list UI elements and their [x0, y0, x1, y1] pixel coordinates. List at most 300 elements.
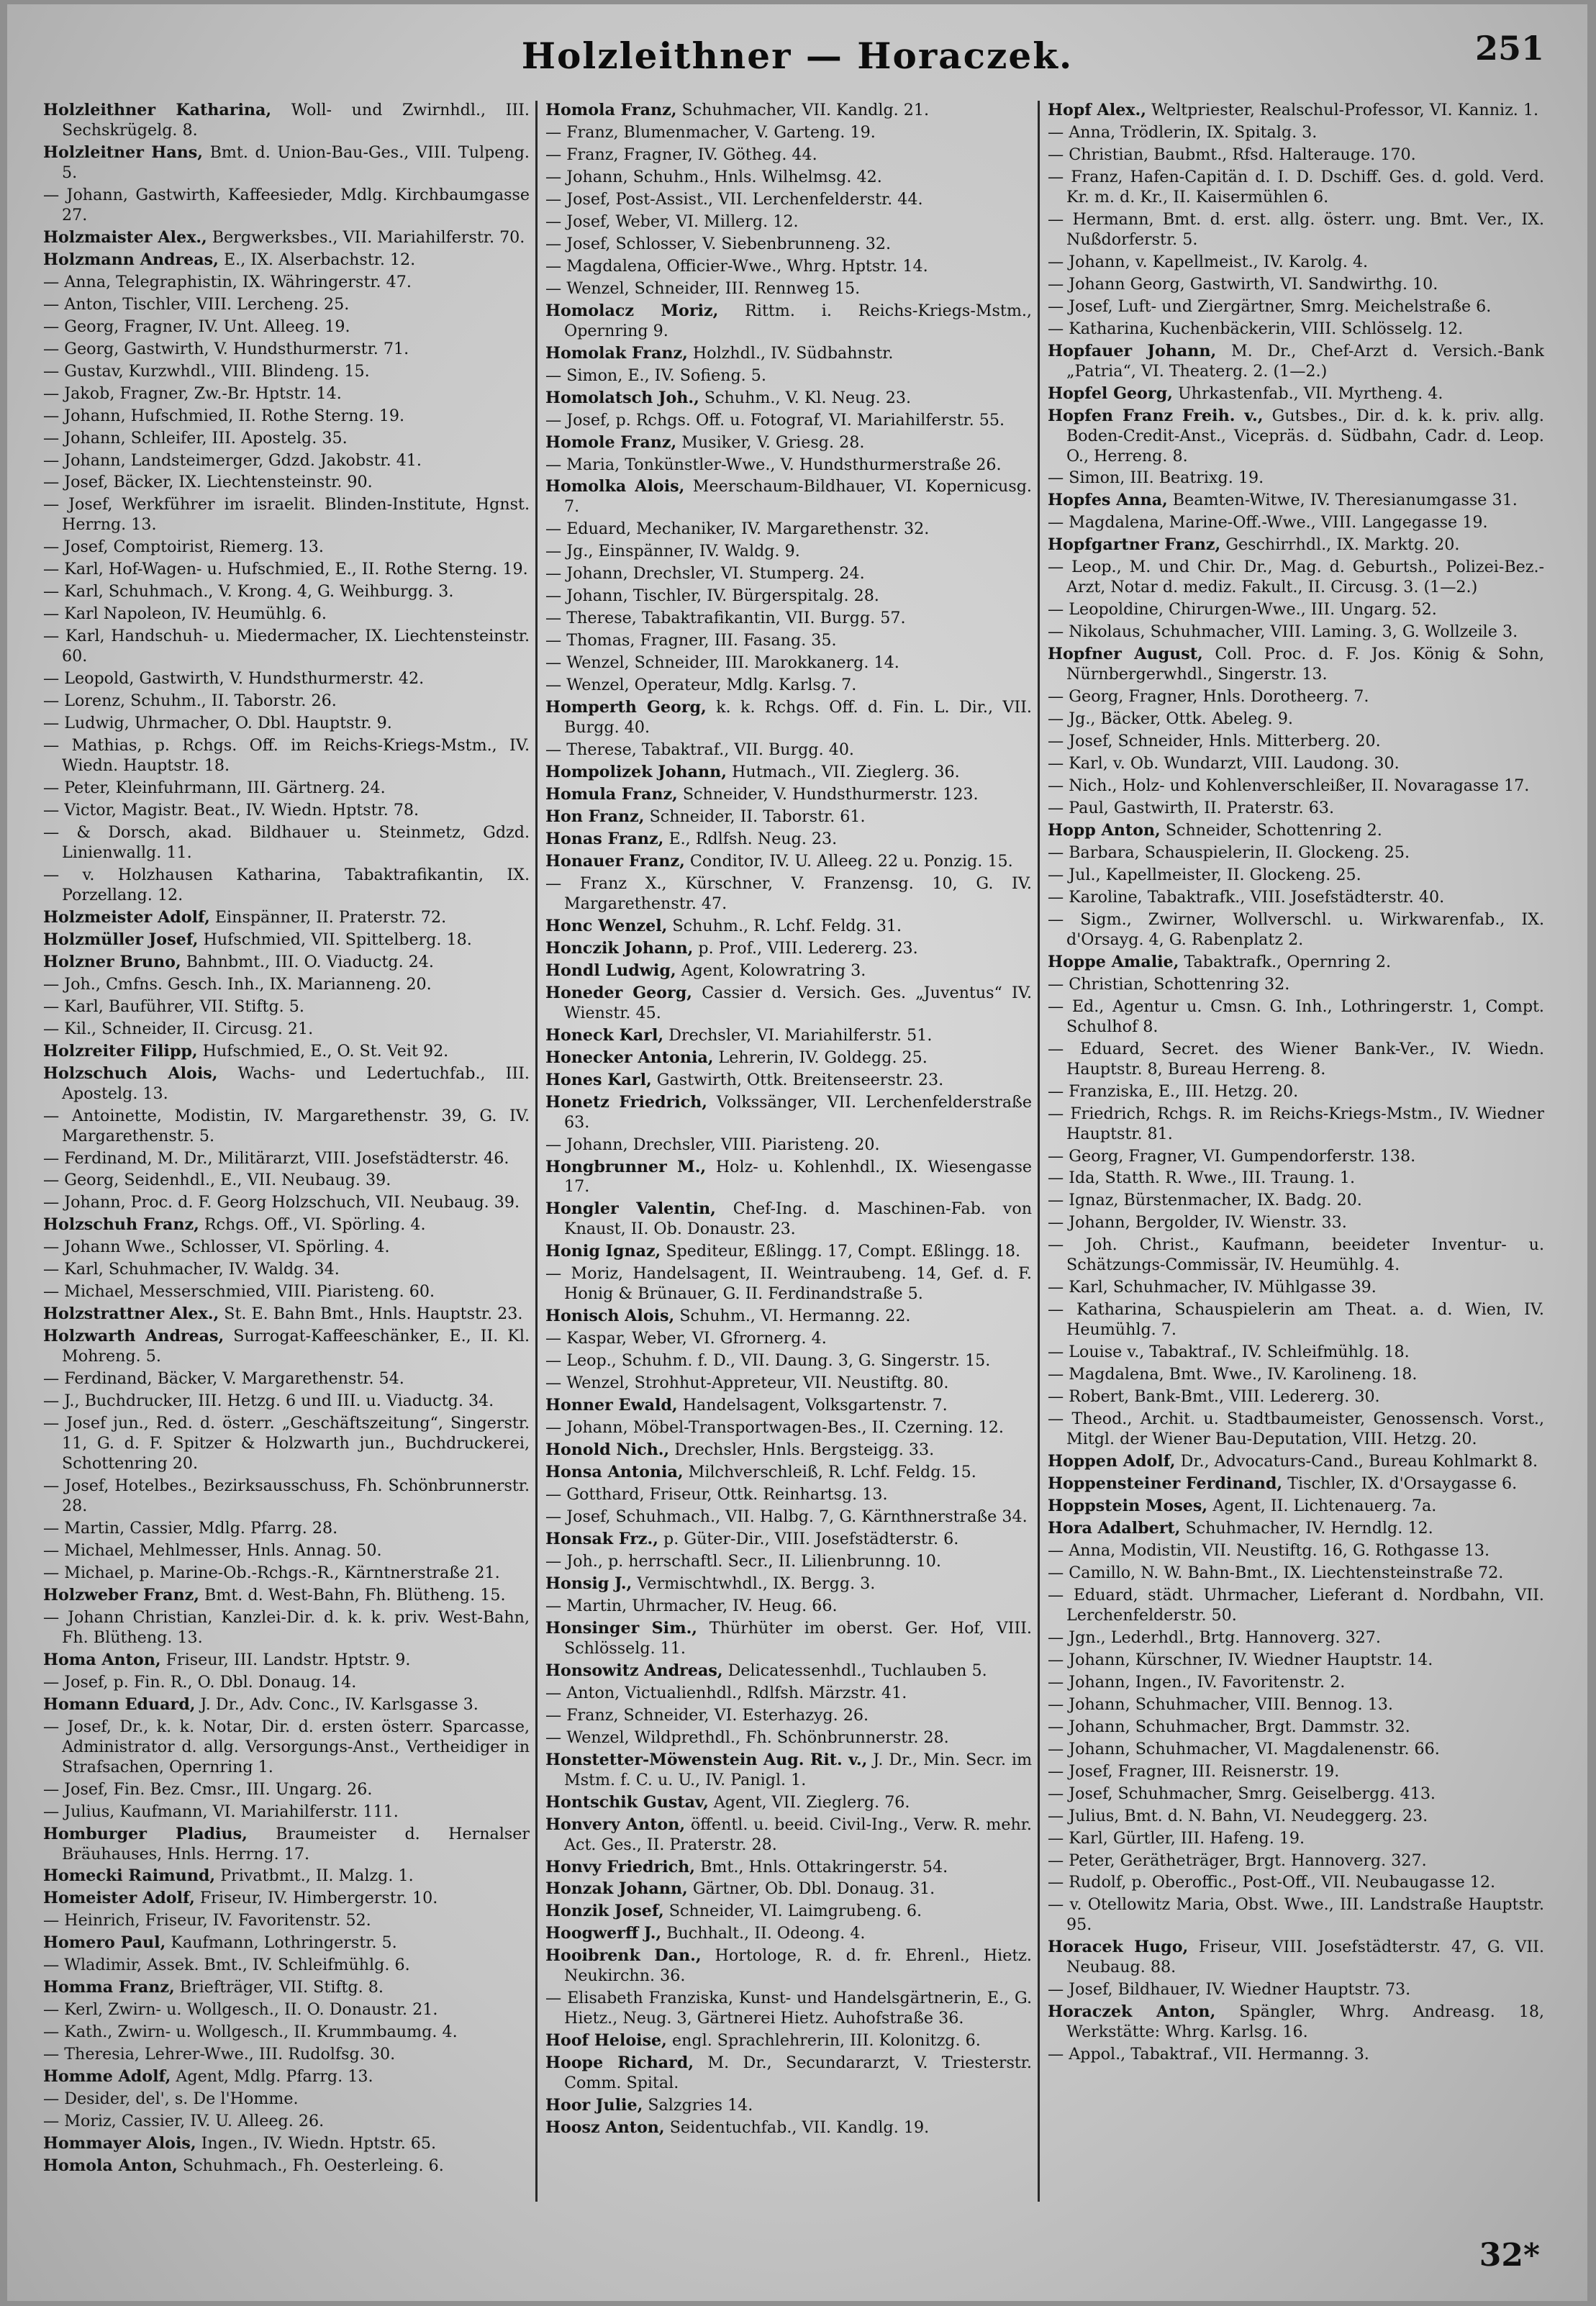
entry-surname: Hopfner August, — [1048, 645, 1203, 664]
directory-entry — [545, 763, 1032, 783]
entry-detail: — v. Holzhausen Katharina, Tabaktrafikantin, IX. Porzellang. 12. — [43, 865, 530, 904]
directory-entry — [43, 1825, 530, 1865]
directory-entry — [1048, 1740, 1544, 1760]
entry-surname: Hora Adalbert, — [1048, 1518, 1181, 1538]
entry-detail: Hutmach., VII. Zieglerg. 36. — [732, 763, 960, 782]
directory-entry — [43, 2112, 530, 2132]
directory-entry — [1048, 1873, 1544, 1893]
directory-entry — [43, 2156, 530, 2176]
entry-detail: — Josef, Hotelbes., Bezirksausschuss, Fh. Schönbrunnerstr. 28. — [43, 1476, 530, 1515]
entry-detail: Agent, VII. Zieglerg. 76. — [713, 1792, 910, 1812]
entry-detail: Holz- u. Kohlenhdl., IX. Wiesengasse 17. — [564, 1157, 1032, 1197]
entry-detail: — Johann, Gastwirth, Kaffeesieder, Mdlg. Kirchbaumgasse 27. — [43, 185, 530, 224]
directory-entry — [545, 1858, 1032, 1878]
entry-detail: — Katharina, Schauspielerin am Theat. a. d. Wien, IV. Heumühlg. 7. — [1048, 1300, 1544, 1340]
directory-entry — [1048, 1082, 1544, 1102]
directory-entry — [43, 1673, 530, 1693]
entry-detail: — Franz X., Kürschner, V. Franzensg. 10, G. IV. Margarethenstr. 47. — [545, 873, 1032, 913]
directory-entry — [545, 1989, 1032, 2029]
directory-entry — [545, 1924, 1032, 1944]
entry-detail: Milchverschleiß, R. Lchf. Feldg. 15. — [688, 1463, 976, 1482]
entry-detail: Delicatessenhdl., Tuchlauben 5. — [727, 1661, 987, 1680]
entry-detail: Hufschmied, E., O. St. Veit 92. — [202, 1041, 449, 1061]
directory-entry — [545, 477, 1032, 517]
entry-detail: Tischler, IX. d'Orsaygasse 6. — [1287, 1474, 1518, 1494]
entry-detail: — Leopold, Gastwirth, V. Hundsthurmerstr. 42. — [43, 669, 425, 689]
column-divider — [1038, 101, 1040, 2202]
entry-detail: Ingen., IV. Wiedn. Hptstr. 65. — [201, 2134, 437, 2153]
entry-detail: — Johann, Bergolder, IV. Wienstr. 33. — [1048, 1213, 1347, 1233]
entry-detail: — Nich., Holz- und Kohlenverschleißer, II. Novaragasse 17. — [1048, 776, 1530, 796]
entry-detail: Bmt. d. West-Bahn, Fh. Blütheng. 15. — [204, 1585, 506, 1604]
entry-detail: — Georg, Fragner, Hnls. Dorotheerg. 7. — [1048, 687, 1369, 707]
entry-detail: — Johann, v. Kapellmeist., IV. Karolg. 4. — [1048, 252, 1369, 271]
directory-entry — [43, 101, 530, 141]
entry-surname: Holzmüller Josef, — [43, 930, 199, 949]
directory-entry — [545, 1946, 1032, 1987]
directory-entry — [545, 1199, 1032, 1240]
entry-detail: Meerschaum-Bildhauer, VI. Kopernicusg. 7. — [564, 477, 1032, 517]
entry-detail: — Ludwig, Uhrmacher, O. Dbl. Hauptstr. 9. — [43, 714, 392, 733]
directory-entry — [545, 1071, 1032, 1091]
entry-detail: — Maria, Tonkünstler-Wwe., V. Hundsthurmerstraße 26. — [545, 455, 1002, 474]
entry-detail: Einspänner, II. Praterstr. 72. — [214, 907, 447, 927]
entry-detail: Bmt. d. Union-Bau-Ges., VIII. Tulpeng. 5. — [62, 142, 530, 182]
directory-entry — [43, 1369, 530, 1389]
entry-detail: engl. Sprachlehrerin, III. Kolonitzg. 6. — [671, 2031, 981, 2051]
entry-surname: Honisch Alois, — [545, 1307, 675, 1326]
entry-surname: Honvy Friedrich, — [545, 1857, 695, 1876]
entry-detail: Bergwerksbes., VII. Mariahilferstr. 70. — [212, 227, 525, 247]
entry-surname: Holzleithner Katharina, — [43, 101, 272, 119]
directory-entry — [545, 1507, 1032, 1528]
directory-entry — [43, 714, 530, 734]
directory-entry — [545, 1396, 1032, 1416]
directory-entry — [43, 1414, 530, 1474]
directory-entry — [43, 407, 530, 427]
directory-entry — [545, 1706, 1032, 1726]
column-left — [43, 101, 530, 2209]
directory-entry — [43, 1717, 530, 1778]
entry-detail: — Kaspar, Weber, VI. Gfrornerg. 4. — [545, 1329, 827, 1348]
entry-detail: — Ferdinand, Bäcker, V. Margarethenstr. 54. — [43, 1369, 404, 1389]
directory-entry — [43, 2023, 530, 2043]
entry-detail: Geschirrhdl., IX. Marktg. 20. — [1225, 535, 1460, 555]
entry-surname: Hongler Valentin, — [545, 1199, 716, 1219]
entry-surname: Hopp Anton, — [1048, 820, 1161, 840]
entry-surname: Homolka Alois, — [545, 477, 685, 496]
entry-detail: — Jg., Einspänner, IV. Waldg. 9. — [545, 542, 800, 561]
directory-entry — [545, 1552, 1032, 1572]
entry-surname: Holzner Bruno, — [43, 952, 181, 971]
entry-detail: — Ignaz, Bürstenmacher, IX. Badg. 20. — [1048, 1191, 1362, 1210]
entry-detail: — Simon, III. Beatrixg. 19. — [1048, 468, 1264, 488]
entry-surname: Homa Anton, — [43, 1650, 161, 1669]
entry-detail: — Joh., p. herrschaftl. Secr., II. Lilienbrunng. 10. — [545, 1551, 941, 1571]
entry-detail: — Franz, Blumenmacher, V. Garteng. 19. — [545, 122, 876, 142]
entry-detail: — Moriz, Cassier, IV. U. Alleeg. 26. — [43, 2112, 325, 2131]
directory-entry — [545, 1158, 1032, 1198]
directory-entry — [1048, 1474, 1544, 1494]
entry-detail: Dr., Advocaturs-Cand., Bureau Kohlmarkt 8. — [1180, 1452, 1538, 1471]
directory-entry — [43, 1238, 530, 1258]
entry-detail: — Appol., Tabaktraf., VII. Hermanng. 3. — [1048, 2045, 1369, 2064]
directory-entry — [545, 1684, 1032, 1704]
entry-detail: — Peter, Gerätheträger, Brgt. Hannoverg. 327. — [1048, 1851, 1427, 1870]
entry-detail: Wachs- und Ledertuchfab., III. Apostelg. 13. — [62, 1063, 530, 1103]
directory-entry — [1048, 776, 1544, 796]
directory-entry — [1048, 1168, 1544, 1189]
entry-detail: — Johann, Tischler, IV. Bürgerspitalg. 28. — [545, 586, 879, 606]
directory-entry — [1048, 1278, 1544, 1298]
directory-entry — [545, 1485, 1032, 1505]
directory-entry — [43, 1956, 530, 1976]
entry-detail: p. Prof., VIII. Ledererg. 23. — [698, 938, 918, 958]
entry-detail: Schuhm., VI. Hermanng. 22. — [679, 1307, 911, 1326]
entry-detail: Spängler, Whrg. Andreasg. 18, Werkstätte: Whrg. Karlsg. 16. — [1066, 2002, 1544, 2042]
directory-entry — [1048, 799, 1544, 819]
entry-surname: Hon Franz, — [545, 807, 645, 826]
entry-surname: Hontschik Gustav, — [545, 1792, 709, 1812]
entry-detail: — Antoinette, Modistin, IV. Margarethenstr. 39, G. IV. Margarethenstr. 5. — [43, 1106, 530, 1145]
directory-entry — [1048, 468, 1544, 489]
directory-entry — [545, 101, 1032, 121]
directory-entry — [43, 1476, 530, 1517]
directory-entry — [43, 1171, 530, 1191]
directory-entry — [43, 736, 530, 776]
entry-detail: — Karl, Gürtler, III. Hafeng. 19. — [1048, 1828, 1305, 1848]
directory-entry — [1048, 1410, 1544, 1450]
directory-entry — [1048, 1651, 1544, 1671]
entry-detail: Friseur, VIII. Josefstädterstr. 47, G. VII. Neubaug. 88. — [1066, 1938, 1544, 1977]
entry-detail: — Karl, Schuhmacher, IV. Waldg. 34. — [43, 1260, 340, 1279]
entry-detail: Agent, Mdlg. Pfarrg. 13. — [176, 2067, 373, 2087]
directory-entry — [545, 1329, 1032, 1349]
entry-surname: Honsig J., — [545, 1574, 632, 1593]
entry-detail: — Johann Christian, Kanzlei-Dir. d. k. k. priv. West-Bahn, Fh. Blütheng. 13. — [43, 1607, 530, 1647]
directory-entry — [545, 1440, 1032, 1461]
directory-entry — [545, 586, 1032, 607]
entry-detail: — Johann, Schuhm., Hnls. Wilhelmsg. 42. — [545, 167, 882, 186]
entry-detail: — Johann, Ingen., IV. Favoritenstr. 2. — [1048, 1672, 1346, 1692]
directory-entry — [545, 542, 1032, 562]
entry-detail: — Josef, Dr., k. k. Notar, Dir. d. ersten österr. Sparcasse, Administrator d. allg. Versorgungs-Anst., Vertheidiger in Strafsachen, Opernring 1. — [43, 1717, 530, 1776]
entry-detail: — Ed., Agentur u. Cmsn. G. Inh., Lothringerstr. 1, Compt. Schulhof 8. — [1048, 997, 1544, 1036]
entry-detail: — Josef, Fragner, III. Reisnerstr. 19. — [1048, 1761, 1340, 1781]
directory-entry — [545, 1793, 1032, 1813]
directory-entry — [43, 953, 530, 973]
entry-surname: Honsak Frz., — [545, 1529, 658, 1548]
entry-detail: Schuhmacher, IV. Herndlg. 12. — [1185, 1518, 1433, 1538]
entry-detail: Privatbmt., II. Malzg. 1. — [220, 1866, 414, 1886]
entry-detail: — Anton, Tischler, VIII. Lercheng. 25. — [43, 294, 350, 314]
directory-entry — [545, 653, 1032, 673]
directory-entry — [43, 1541, 530, 1561]
entry-detail: — Thomas, Fragner, III. Fasang. 35. — [545, 631, 837, 650]
entry-surname: Homola Franz, — [545, 101, 677, 119]
entry-detail: — Kath., Zwirn- u. Wollgesch., II. Krummbaumg. 4. — [43, 2023, 458, 2042]
entry-detail: — Simon, E., IV. Sofieng. 5. — [545, 366, 766, 385]
directory-entry — [43, 1064, 530, 1104]
directory-entry — [1048, 732, 1544, 752]
entry-surname: Hoppensteiner Ferdinand, — [1048, 1474, 1283, 1494]
entry-surname: Homme Adolf, — [43, 2067, 171, 2087]
directory-entry — [43, 143, 530, 183]
entry-detail: Drechsler, VI. Mariahilferstr. 51. — [668, 1025, 933, 1045]
directory-entry — [1048, 2045, 1544, 2065]
entry-surname: Hoppe Amalie, — [1048, 952, 1179, 971]
directory-entry — [545, 564, 1032, 584]
directory-entry — [1048, 384, 1544, 404]
directory-entry — [43, 1327, 530, 1367]
directory-entry — [545, 366, 1032, 386]
entry-surname: Holzstrattner Alex., — [43, 1304, 219, 1324]
page-number: 251 — [1474, 29, 1544, 68]
directory-entry — [43, 1802, 530, 1822]
entry-detail: E., IX. Alserbachstr. 12. — [223, 250, 416, 269]
entry-detail: Rchgs. Off., VI. Spörling. 4. — [204, 1215, 426, 1235]
directory-entry — [43, 473, 530, 493]
entry-surname: Honner Ewald, — [545, 1396, 678, 1415]
directory-entry — [1048, 1387, 1544, 1407]
directory-entry — [43, 186, 530, 226]
directory-entry — [43, 866, 530, 906]
entry-detail: — Christian, Baubmt., Rfsd. Halterauge. 170. — [1048, 145, 1416, 164]
entry-detail: — Josef, p. Fin. R., O. Dbl. Donaug. 14. — [43, 1672, 357, 1692]
directory-entry — [43, 1149, 530, 1169]
directory-entry — [1048, 1807, 1544, 1827]
entry-surname: Homburger Pladius, — [43, 1824, 248, 1843]
entry-detail: Conditor, IV. U. Alleeg. 22 u. Ponzig. 15. — [689, 851, 1013, 871]
entry-detail: Lehrerin, IV. Goldegg. 25. — [718, 1048, 928, 1067]
directory-entry — [1048, 843, 1544, 863]
entry-surname: Holzleitner Hans, — [43, 142, 203, 162]
entry-detail: Braumeister d. Hernalser Bräuhauses, Hnls. Herrng. 17. — [62, 1824, 530, 1864]
entry-surname: Honetz Friedrich, — [545, 1092, 707, 1112]
entry-detail: J. Dr., Min. Secr. im Mstm. f. C. u. U., IV. Panigl. 1. — [564, 1750, 1032, 1789]
entry-detail: — Lorenz, Schuhm., II. Taborstr. 26. — [43, 691, 337, 711]
entry-detail: — Georg, Seidenhdl., E., VII. Neubaug. 39. — [43, 1171, 391, 1190]
directory-entry — [43, 1608, 530, 1648]
entry-surname: Hopfauer Johann, — [1048, 341, 1217, 360]
entry-detail: — Sigm., Zwirner, Wollverschl. u. Wirkwarenfab., IX. d'Orsayg. 4, G. Rabenplatz 2. — [1048, 909, 1544, 949]
directory-entry — [43, 1911, 530, 1931]
entry-detail: — Hermann, Bmt. d. erst. allg. österr. ung. Bmt. Ver., IX. Nußdorferstr. 5. — [1048, 209, 1544, 249]
directory-entry — [545, 1374, 1032, 1394]
entry-detail: — Josef, Fin. Bez. Cmsr., III. Ungarg. 26. — [43, 1779, 373, 1799]
entry-detail: Schuhmach., Fh. Oesterleing. 6. — [182, 2156, 444, 2176]
entry-surname: Honas Franz, — [545, 829, 664, 848]
directory-entry — [43, 1042, 530, 1062]
directory-entry — [545, 2053, 1032, 2094]
entry-surname: Hones Karl, — [545, 1070, 652, 1089]
directory-entry — [43, 2134, 530, 2154]
directory-entry — [545, 2118, 1032, 2138]
directory-entry — [1048, 975, 1544, 995]
entry-detail: — Christian, Schottenring 32. — [1048, 974, 1290, 994]
directory-entry — [43, 778, 530, 799]
directory-entry — [545, 852, 1032, 872]
entry-detail: — Gustav, Kurzwhdl., VIII. Blindeng. 15. — [43, 361, 370, 381]
directory-entry — [43, 451, 530, 471]
directory-entry — [545, 411, 1032, 431]
entry-surname: Homperth Georg, — [545, 698, 707, 717]
entry-detail: — Magdalena, Officier-Wwe., Whrg. Hptstr. 14. — [545, 256, 928, 276]
directory-entry — [1048, 1104, 1544, 1145]
entry-surname: Homero Paul, — [43, 1933, 166, 1953]
directory-entry — [545, 676, 1032, 696]
entry-detail: Hufschmied, VII. Spittelberg. 18. — [203, 930, 472, 949]
entry-surname: Hoppen Adolf, — [1048, 1452, 1176, 1471]
entry-detail: — Johann Georg, Gastwirth, VI. Sandwirthg. 10. — [1048, 274, 1438, 294]
entry-detail: — Johann, Proc. d. F. Georg Holzschuch, VII. Neubaug. 39. — [43, 1193, 520, 1212]
entry-detail: — Franz, Hafen-Capitän d. I. D. Dschiff. Ges. d. gold. Verd. Kr. m. d. Kr., II. Kaisermühlen 6. — [1048, 167, 1544, 206]
directory-entry — [1048, 1519, 1544, 1539]
page-header — [7, 19, 1587, 98]
directory-entry — [545, 1902, 1032, 1922]
directory-entry — [1048, 1628, 1544, 1648]
entry-detail: Schuhmacher, VII. Kandlg. 21. — [681, 101, 930, 119]
entry-detail: — Leopoldine, Chirurgen-Wwe., III. Ungarg. 52. — [1048, 600, 1437, 619]
directory-entry — [545, 279, 1032, 299]
directory-entry — [1048, 1563, 1544, 1584]
entry-detail: — Martin, Uhrmacher, IV. Heug. 66. — [545, 1596, 838, 1615]
directory-entry — [545, 1751, 1032, 1791]
directory-entry — [545, 740, 1032, 761]
entry-detail: — Eduard, Secret. des Wiener Bank-Ver., IV. Wiedn. Hauptstr. 8, Bureau Herreng. 8. — [1048, 1039, 1544, 1079]
entry-detail: — Karl, Schuhmacher, IV. Mühlgasse 39. — [1048, 1278, 1377, 1297]
entry-detail: — Karl, Handschuh- u. Miedermacher, IX. Liechtensteinstr. 60. — [43, 627, 530, 666]
entry-detail: Gärtner, Ob. Dbl. Donaug. 31. — [692, 1879, 935, 1899]
entry-detail: Schneider, VI. Laimgrubeng. 6. — [668, 1902, 922, 1921]
entry-surname: Holzreiter Filipp, — [43, 1041, 198, 1061]
entry-detail: — Jakob, Fragner, Zw.-Br. Hptstr. 14. — [43, 383, 342, 403]
directory-entry — [1048, 101, 1544, 121]
directory-entry — [43, 1651, 530, 1671]
entry-detail: — Robert, Bank-Bmt., VIII. Ledererg. 30. — [1048, 1387, 1380, 1407]
directory-entry — [43, 537, 530, 558]
directory-entry — [1048, 319, 1544, 340]
directory-entry — [43, 1563, 530, 1584]
entry-detail: — Johann, Schuhmacher, VIII. Bennog. 13. — [1048, 1694, 1393, 1714]
entry-detail: — Franziska, E., III. Hetzg. 20. — [1048, 1081, 1299, 1101]
entry-surname: Horacek Hugo, — [1048, 1938, 1189, 1957]
entry-detail: Schneider, II. Taborstr. 61. — [649, 807, 866, 826]
directory-entry — [43, 975, 530, 995]
entry-detail: — Joh. Christ., Kaufmann, beeideter Inventur- u. Schätzungs-Commissär, IV. Heumühlg. 4. — [1048, 1235, 1544, 1275]
entry-detail: — Kerl, Zwirn- u. Wollgesch., II. O. Donaustr. 21. — [43, 2000, 438, 2020]
entry-detail: — Josef, Schneider, Hnls. Mitterberg. 20. — [1048, 732, 1381, 751]
entry-detail: Seidentuchfab., VII. Kandlg. 19. — [669, 2118, 930, 2138]
entry-detail: Uhrkastenfab., VII. Myrtheng. 4. — [1177, 383, 1443, 403]
entry-detail: Volkssänger, VII. Lerchenfelderstraße 63. — [564, 1092, 1032, 1132]
directory-entry — [1048, 253, 1544, 273]
directory-entry — [43, 1933, 530, 1953]
directory-entry — [1048, 275, 1544, 295]
entry-detail: Schuhm., R. Lchf. Feldg. 31. — [672, 916, 902, 935]
directory-entry — [1048, 297, 1544, 317]
entry-detail: Weltpriester, Realschul-Professor, VI. Kanniz. 1. — [1151, 101, 1539, 119]
entry-surname: Hooibrenk Dan., — [545, 1946, 702, 1966]
directory-entry — [1048, 866, 1544, 886]
directory-entry — [43, 429, 530, 449]
entry-detail: Musiker, V. Griesg. 28. — [681, 432, 865, 452]
directory-entry — [545, 698, 1032, 738]
directory-entry — [1048, 1695, 1544, 1715]
directory-entry — [1048, 1717, 1544, 1738]
directory-entry — [1048, 1147, 1544, 1167]
entry-surname: Hopfel Georg, — [1048, 383, 1173, 403]
directory-entry — [545, 939, 1032, 959]
entry-detail: Spediteur, Eßlingg. 17, Compt. Eßlingg. 18. — [666, 1242, 1021, 1261]
entry-detail: — Ida, Statth. R. Wwe., III. Traung. 1. — [1048, 1168, 1356, 1188]
entry-surname: Holzmaister Alex., — [43, 227, 207, 247]
directory-entry — [1048, 1829, 1544, 1849]
entry-detail: — Karl, Hof-Wagen- u. Hufschmied, E., II. Rothe Sterng. 19. — [43, 560, 528, 579]
entry-detail: — Wenzel, Operateur, Mdlg. Karlsg. 7. — [545, 676, 857, 695]
directory-entry — [1048, 1191, 1544, 1211]
directory-entry — [1048, 1541, 1544, 1561]
entry-detail: Friseur, III. Landstr. Hptstr. 9. — [166, 1650, 411, 1669]
entry-detail: — Anna, Telegraphistin, IX. Währingerstr. 47. — [43, 272, 412, 291]
directory-entry — [545, 1418, 1032, 1438]
entry-detail: — Johann, Drechsler, VIII. Piaristeng. 20. — [545, 1135, 880, 1154]
directory-entry — [43, 908, 530, 928]
directory-entry — [545, 190, 1032, 210]
directory-entry — [1048, 1300, 1544, 1340]
entry-detail: — Barbara, Schauspielerin, II. Glockeng. 25. — [1048, 843, 1410, 862]
entry-detail: — & Dorsch, akad. Bildhauer u. Steinmetz, Gdzd. Linienwallg. 11. — [43, 822, 530, 862]
directory-entry — [43, 384, 530, 404]
directory-entry — [1048, 513, 1544, 533]
directory-entry — [43, 273, 530, 293]
entry-surname: Honstetter-Möwenstein Aug. Rit. v., — [545, 1750, 868, 1769]
entry-detail: — Johann Wwe., Schlosser, VI. Spörling. 4. — [43, 1238, 390, 1257]
entry-detail: — Leop., Schuhm. f. D., VII. Daung. 3, G. Singerstr. 15. — [545, 1351, 991, 1371]
directory-entry — [43, 627, 530, 667]
entry-surname: Homolacz Moriz, — [545, 301, 719, 320]
entry-detail: Agent, II. Lichtenauerg. 7a. — [1212, 1497, 1437, 1515]
entry-detail: — Friedrich, Rchgs. R. im Reichs-Kriegs-Mstm., IV. Wiedner Hauptstr. 81. — [1048, 1104, 1544, 1143]
entry-surname: Honeck Karl, — [545, 1025, 664, 1045]
entry-detail: — Michael, Messerschmied, VIII. Piaristeng. 60. — [43, 1282, 435, 1302]
running-head: Holzleithner — Horaczek. — [521, 35, 1074, 77]
directory-entry — [43, 1304, 530, 1325]
entry-surname: Honecker Antonia, — [545, 1048, 714, 1067]
entry-detail: — Josef, Bildhauer, IV. Wiedner Hauptstr. 73. — [1048, 1980, 1411, 1999]
directory-entry — [43, 2067, 530, 2087]
entry-detail: Rittm. i. Reichs-Kriegs-Mstm., Opernring 9. — [564, 301, 1032, 340]
directory-entry — [43, 582, 530, 602]
column-middle — [545, 101, 1032, 2209]
directory-entry — [545, 1619, 1032, 1659]
directory-entry — [545, 631, 1032, 651]
entry-detail: — Jg., Bäcker, Ottk. Abeleg. 9. — [1048, 709, 1293, 729]
entry-detail: Vermischtwhdl., IX. Bergg. 3. — [637, 1574, 876, 1593]
entry-detail: — Jgn., Lederhdl., Brtg. Hannoverg. 327. — [1048, 1628, 1381, 1647]
entry-detail: Hortologe, R. d. fr. Ehrenl., Hietz. Neukirchn. 36. — [564, 1946, 1032, 1986]
directory-entry — [43, 560, 530, 580]
entry-surname: Honvery Anton, — [545, 1815, 686, 1834]
directory-entry — [43, 1978, 530, 1998]
directory-entry — [545, 301, 1032, 342]
entry-surname: Homolak Franz, — [545, 343, 688, 363]
directory-entry — [43, 1107, 530, 1147]
entry-detail: — Josef jun., Red. d. österr. „Geschäftszeitung“, Singerstr. 11, G. d. F. Spitzer & Holzwarth jun., Buchdruckerei, Schottenring 20. — [43, 1414, 530, 1474]
entry-detail: Gutsbes., Dir. d. k. k. priv. allg. Boden-Credit-Anst., Vicepräs. d. Südbahn, Cadr. d. Leop. O., Herreng. 8. — [1066, 406, 1544, 466]
entry-detail: — Magdalena, Marine-Off.-Wwe., VIII. Langegasse 19. — [1048, 513, 1488, 532]
directory-entry — [43, 495, 530, 535]
